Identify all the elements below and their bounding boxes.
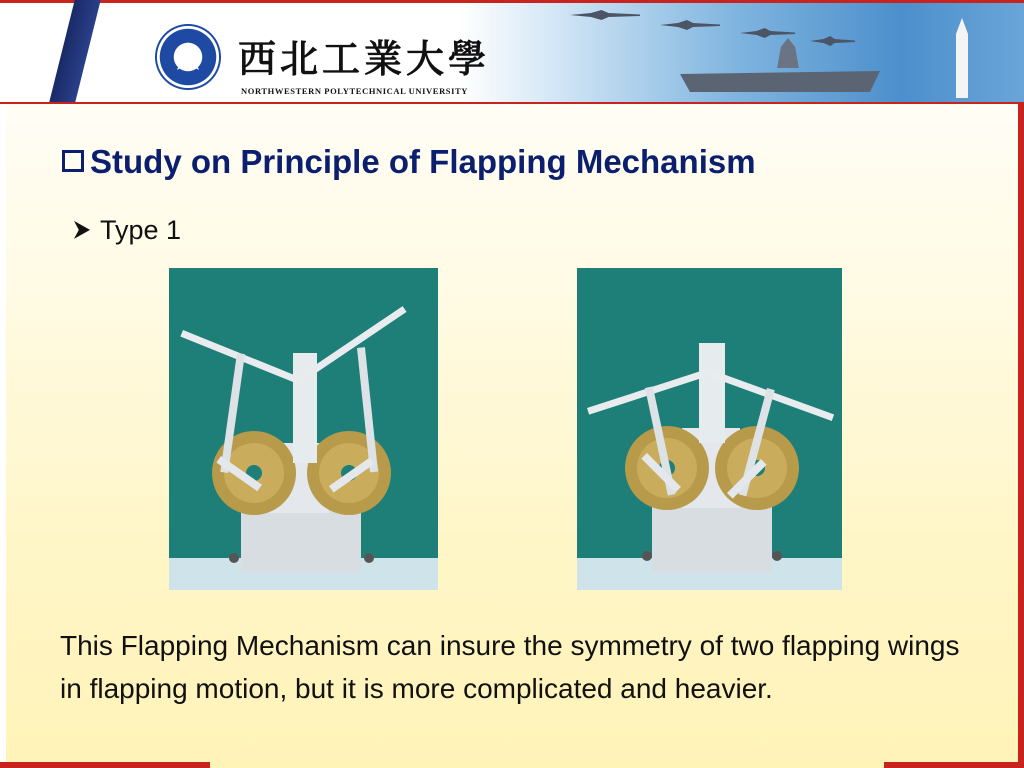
university-name-english: NORTHWESTERN POLYTECHNICAL UNIVERSITY bbox=[241, 86, 469, 96]
jet-icon bbox=[740, 28, 795, 38]
bottom-right-bar bbox=[884, 762, 1024, 768]
mechanism-photo-wings-up bbox=[169, 268, 438, 590]
jet-icon bbox=[810, 36, 855, 46]
mechanism-photo-wings-down bbox=[577, 268, 842, 590]
left-border bbox=[0, 0, 6, 768]
mechanism-illustration-2 bbox=[577, 268, 842, 590]
header-stripe bbox=[49, 0, 100, 102]
ship-tower-shape bbox=[770, 38, 806, 68]
emblem-plane-shape bbox=[177, 42, 199, 70]
jet-icon bbox=[660, 20, 720, 30]
body-paragraph: This Flapping Mechanism can insure the symmetry of two flapping wings in flapping motion, but it is more complicated and heavier. bbox=[60, 630, 960, 704]
bullet-text: Type 1 bbox=[100, 215, 182, 245]
rocket-shape bbox=[956, 18, 968, 98]
slide-header-banner bbox=[0, 0, 1024, 104]
jet-icon bbox=[570, 10, 640, 20]
slide-title-text: Study on Principle of Flapping Mechanism bbox=[90, 143, 756, 180]
header-aerospace-scene bbox=[540, 0, 1024, 102]
hollow-square-icon bbox=[62, 150, 84, 172]
university-emblem-icon bbox=[155, 24, 221, 90]
right-border bbox=[1018, 0, 1024, 768]
arrow-bullet-icon bbox=[74, 221, 90, 239]
bullet-item bbox=[74, 212, 181, 248]
bottom-left-bar bbox=[0, 762, 210, 768]
university-name-chinese: 西北工業大學 bbox=[238, 36, 491, 81]
mechanism-illustration-1 bbox=[169, 268, 438, 590]
slide-title bbox=[62, 140, 756, 184]
